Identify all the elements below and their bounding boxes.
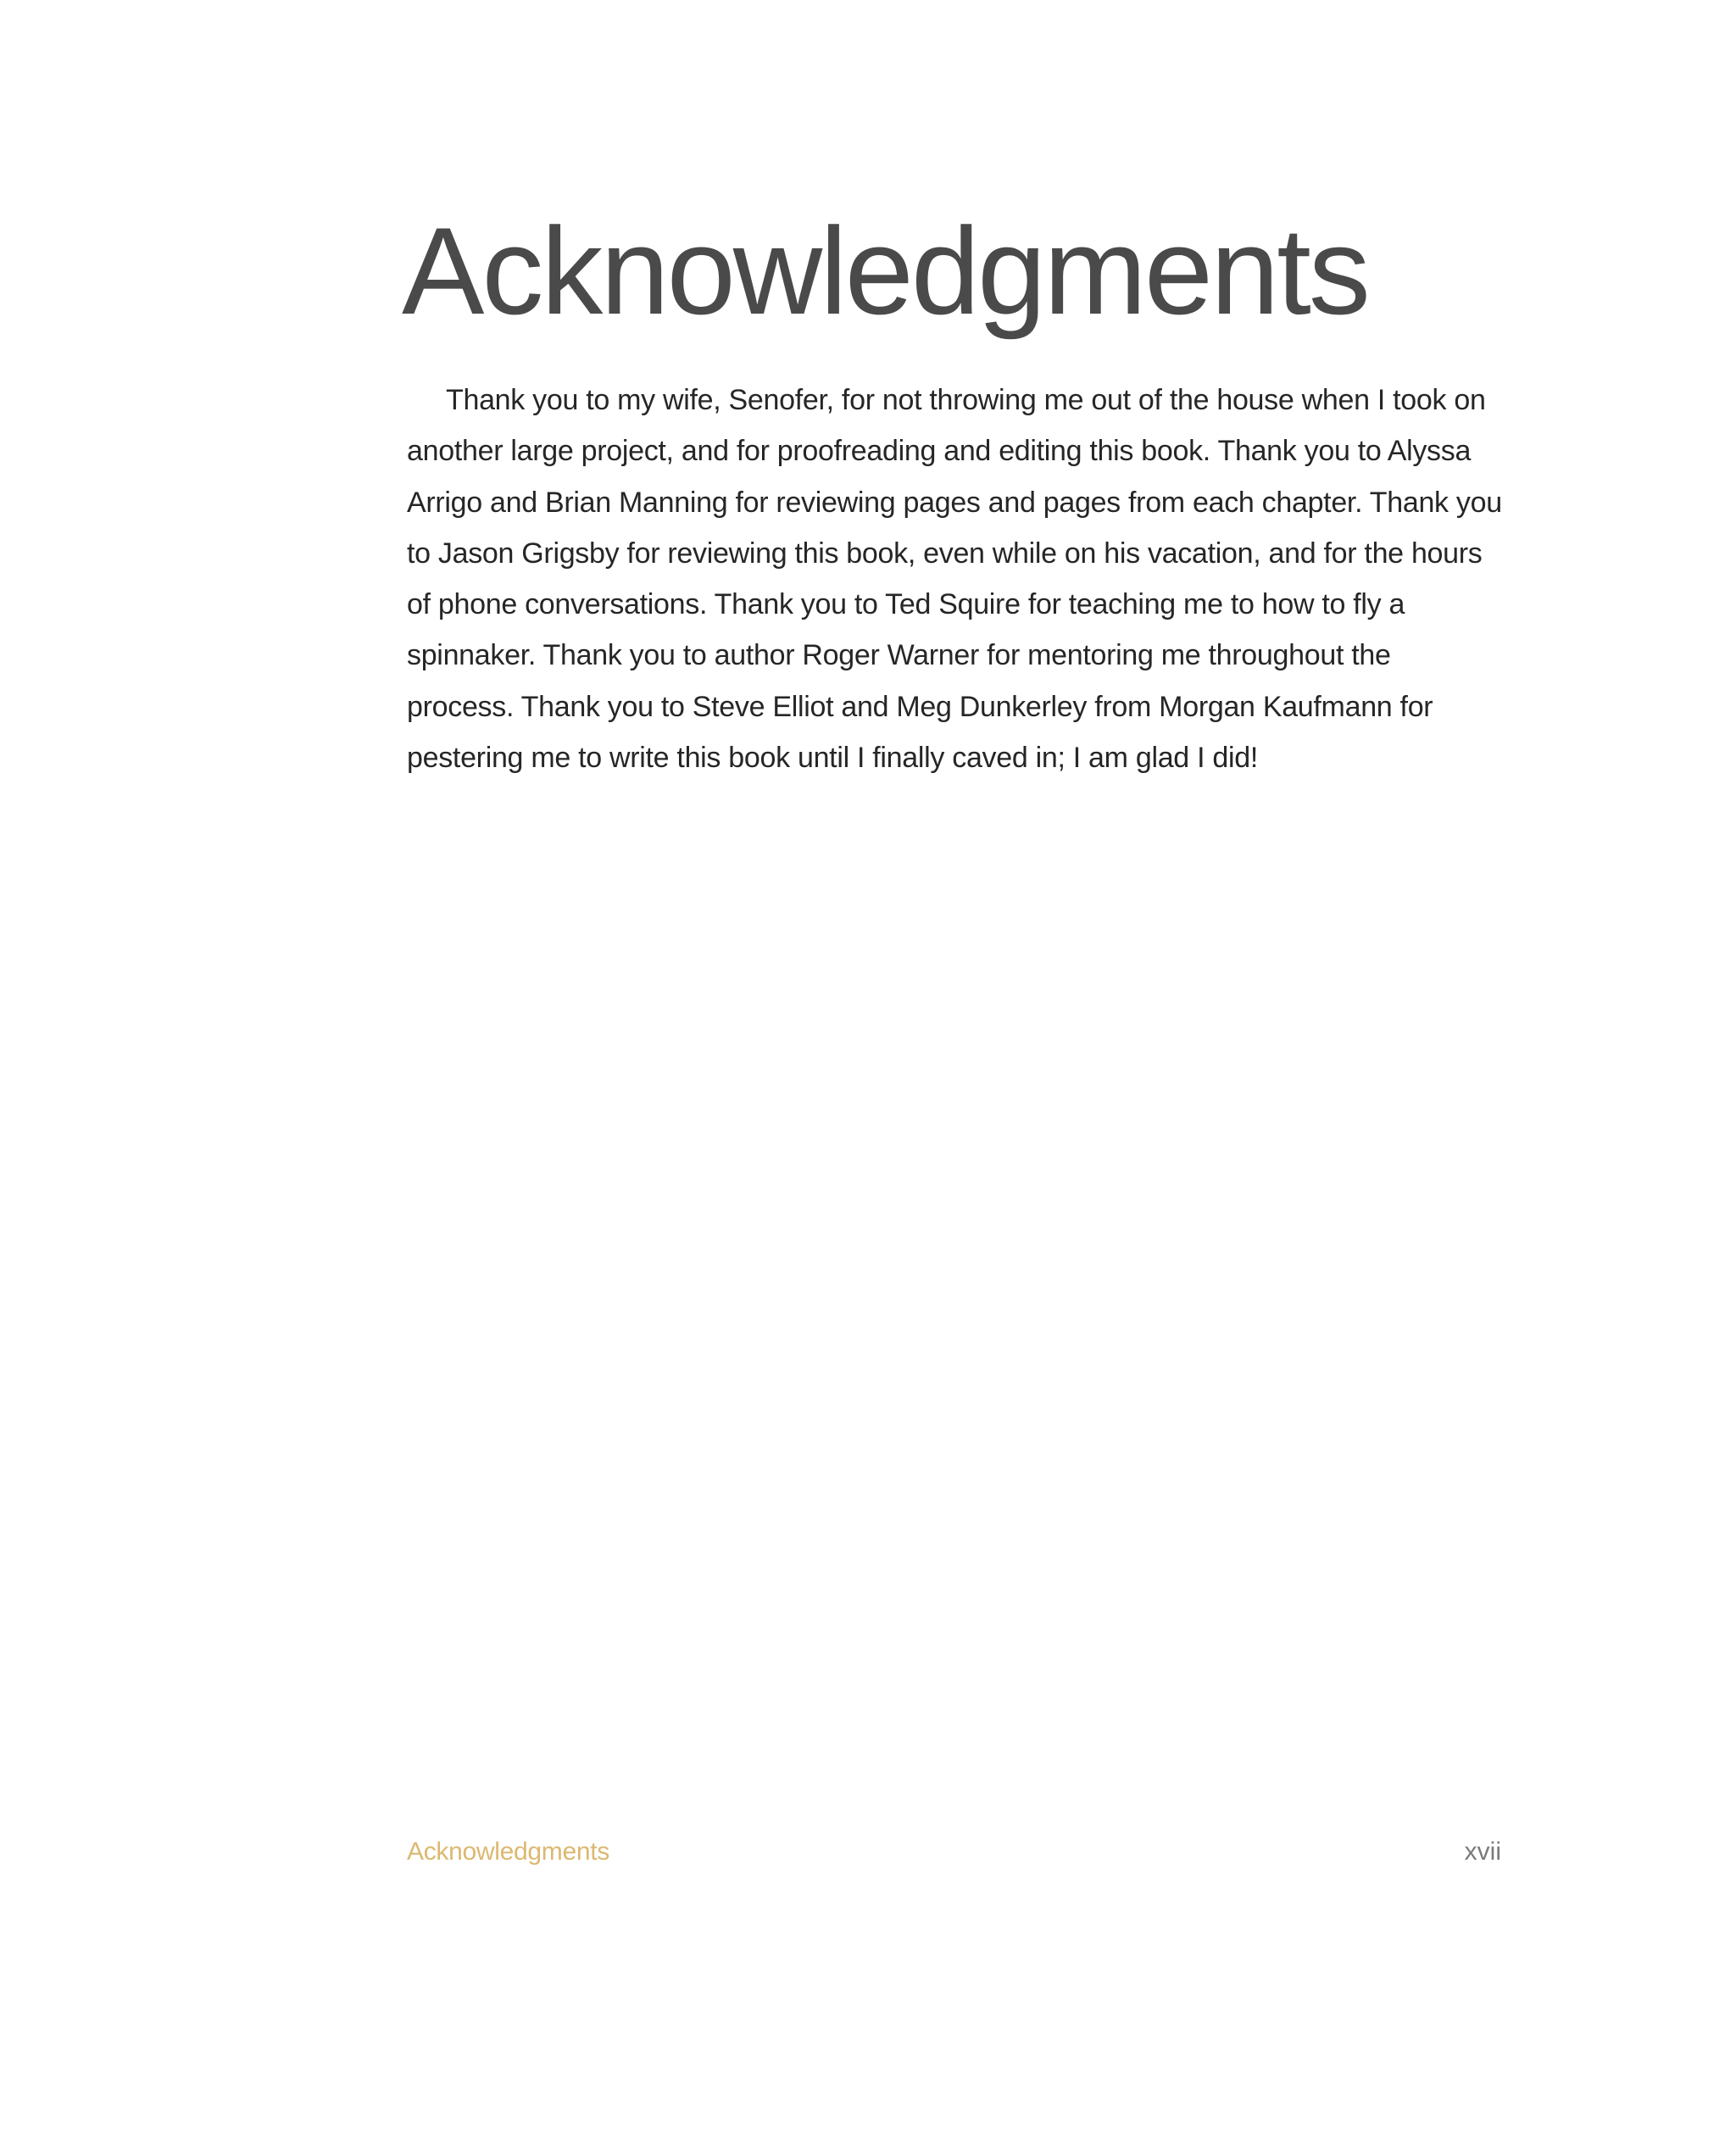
page-title: Acknowledgments: [402, 202, 1368, 340]
running-head: Acknowledgments: [407, 1838, 609, 1866]
acknowledgments-paragraph: Thank you to my wife, Senofer, for not throwing me out of the house when I took on another large project, and for proofreading and editing this book. Thank you to Alyssa Arrigo and Brian Manning for reviewing pages and pages from each chapter. Thank you to Jason Grigsby for reviewing this book, even while on his vacation, and for the hours of phone conversations. Thank you to Ted Squire for teaching me to how to fly a spinnaker. Thank you to author Roger Warner for mentoring me throughout the process. Thank you to Steve Elliot and Meg Dunkerley from Morgan Kaufmann for pestering me to write this book until I finally caved in; I am glad I did!: [407, 384, 1502, 775]
page-number: xvii: [1464, 1838, 1501, 1866]
